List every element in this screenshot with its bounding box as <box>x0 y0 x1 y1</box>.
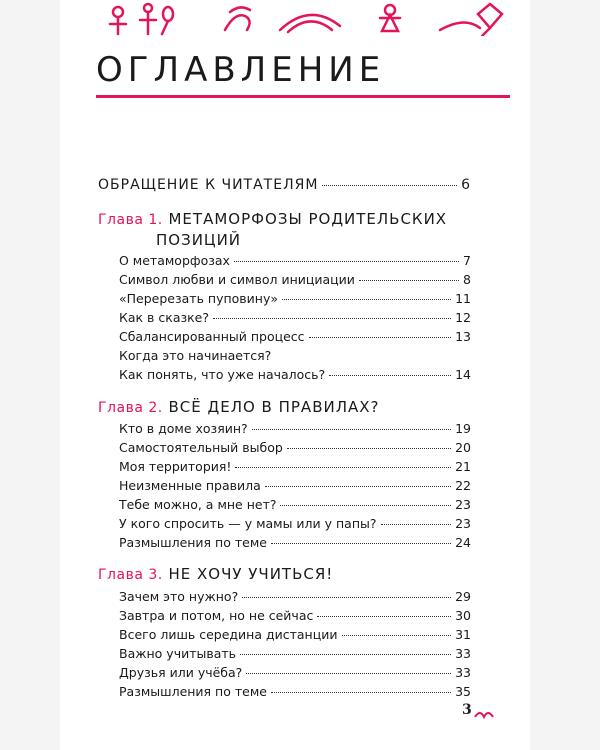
balloon-icon <box>162 7 173 34</box>
entry-title: «Перерезать пуповину» <box>119 291 279 306</box>
entry-title: У кого спросить — у мамы или у папы? <box>119 516 377 531</box>
toc-entry <box>119 329 471 345</box>
page-title: ОГЛАВЛЕНИЕ <box>96 50 386 90</box>
toc-entry <box>119 589 471 605</box>
entry-title: Когда это начинается? <box>119 348 272 363</box>
toc-entry <box>119 291 471 307</box>
entry-title: Моя территория! <box>119 459 232 474</box>
toc-entry <box>119 440 471 456</box>
toc-entry <box>119 310 471 326</box>
entry-page: 13 <box>455 329 471 344</box>
toc-entry <box>119 627 471 643</box>
entry-title: Размышления по теме <box>119 535 267 550</box>
girl-icon <box>380 5 400 31</box>
entry-title: Размышления по теме <box>119 684 267 699</box>
entry-page: 33 <box>455 646 471 661</box>
dot-leader <box>282 299 451 300</box>
toc-entry <box>119 646 471 662</box>
chapter-title-continued: ПОЗИЦИЙ <box>156 231 242 249</box>
dot-leader <box>240 654 451 655</box>
entry-title: Завтра и потом, но не сейчас <box>119 608 314 623</box>
entry-page: 35 <box>455 684 471 699</box>
dot-leader <box>317 616 451 617</box>
entry-page: 33 <box>455 665 471 680</box>
entry-page: 23 <box>455 516 471 531</box>
entry-page: 11 <box>455 291 471 306</box>
chapter-title: ВСЁ ДЕЛО В ПРАВИЛАХ? <box>168 398 380 416</box>
dot-leader <box>271 543 451 544</box>
title-underline <box>96 95 510 98</box>
toc-entry <box>119 421 471 437</box>
entry-page: 6 <box>461 177 471 193</box>
dot-leader <box>271 692 451 693</box>
toc-entry <box>119 497 471 513</box>
entry-title: ОБРАЩЕНИЕ К ЧИТАТЕЛЯМ <box>98 177 319 193</box>
entry-title: Друзья или учёба? <box>119 665 243 680</box>
page-swirl-icon <box>474 709 494 719</box>
dot-leader <box>329 375 451 376</box>
entry-title: Символ любви и символ инициации <box>119 272 355 287</box>
dot-leader <box>265 486 451 487</box>
chapter-label: Глава 3. <box>98 567 163 583</box>
page-number: 3 <box>462 702 472 718</box>
entry-title: Как понять, что уже началось? <box>119 367 326 382</box>
chapter-1-heading <box>98 210 447 228</box>
toc-entry <box>119 684 471 700</box>
entry-page: 29 <box>455 589 471 604</box>
dot-leader <box>287 448 451 449</box>
dot-leader <box>322 185 457 186</box>
dot-leader <box>280 505 451 506</box>
right-margin-shadow <box>530 0 600 750</box>
dot-leader <box>359 280 459 281</box>
kite-icon <box>440 4 502 36</box>
chapter-title: МЕТАМОРФОЗЫ РОДИТЕЛЬСКИХ <box>168 210 448 228</box>
entry-page: 20 <box>455 440 471 455</box>
entry-page: 30 <box>455 608 471 623</box>
dot-leader <box>242 597 451 598</box>
chapter-label: Глава 1. <box>98 212 163 228</box>
toc-entry <box>119 608 471 624</box>
toc-entry <box>119 459 471 475</box>
entry-page: 24 <box>455 535 471 550</box>
entry-page: 21 <box>455 459 471 474</box>
dot-leader <box>342 635 452 636</box>
dot-leader <box>381 524 452 525</box>
entry-page: 12 <box>455 310 471 325</box>
dot-leader <box>213 318 451 319</box>
entry-page: 23 <box>455 497 471 512</box>
dot-leader <box>246 673 451 674</box>
left-margin-shadow <box>0 0 60 750</box>
entry-title: Всего лишь середина дистанции <box>119 627 338 642</box>
dot-leader <box>235 467 451 468</box>
toc-entry <box>119 348 471 364</box>
entry-title: Сбалансированный процесс <box>119 329 305 344</box>
entry-title: Важно учитывать <box>119 646 237 661</box>
chapter-3-heading <box>98 565 333 583</box>
entry-page: 14 <box>455 367 471 382</box>
toc-entry <box>119 535 471 551</box>
toc-entry <box>119 253 471 269</box>
toc-entry <box>119 665 471 681</box>
chapter-title: НЕ ХОЧУ УЧИТЬСЯ! <box>168 565 334 583</box>
entry-title: Как в сказке? <box>119 310 210 325</box>
toc-entry <box>119 516 471 532</box>
rainbow-icon <box>280 15 340 32</box>
header-decoration <box>90 0 530 36</box>
dot-leader <box>234 261 459 262</box>
entry-page: 8 <box>463 272 471 287</box>
entry-title: Самостоятельный выбор <box>119 440 283 455</box>
chapter-2-heading <box>98 398 379 416</box>
entry-title: Кто в доме хозяин? <box>119 421 248 436</box>
entry-title: Зачем это нужно? <box>119 589 239 604</box>
toc-entry <box>119 367 471 383</box>
entry-page: 7 <box>463 253 471 268</box>
chapter-1-heading-line2 <box>156 231 241 249</box>
toc-entry <box>119 272 471 288</box>
chapter-label: Глава 2. <box>98 400 163 416</box>
entry-title: О метаморфозах <box>119 253 230 268</box>
family-icon <box>110 4 156 34</box>
entry-title: Тебе можно, а мне нет? <box>119 497 277 512</box>
dot-leader <box>252 429 451 430</box>
entry-page: 22 <box>455 478 471 493</box>
toc-intro-entry <box>98 177 471 193</box>
dot-leader <box>309 337 452 338</box>
toc-entry <box>119 478 471 494</box>
hand-icon <box>225 7 250 30</box>
entry-page: 19 <box>455 421 471 436</box>
entry-title: Неизменные правила <box>119 478 261 493</box>
entry-page: 31 <box>455 627 471 642</box>
